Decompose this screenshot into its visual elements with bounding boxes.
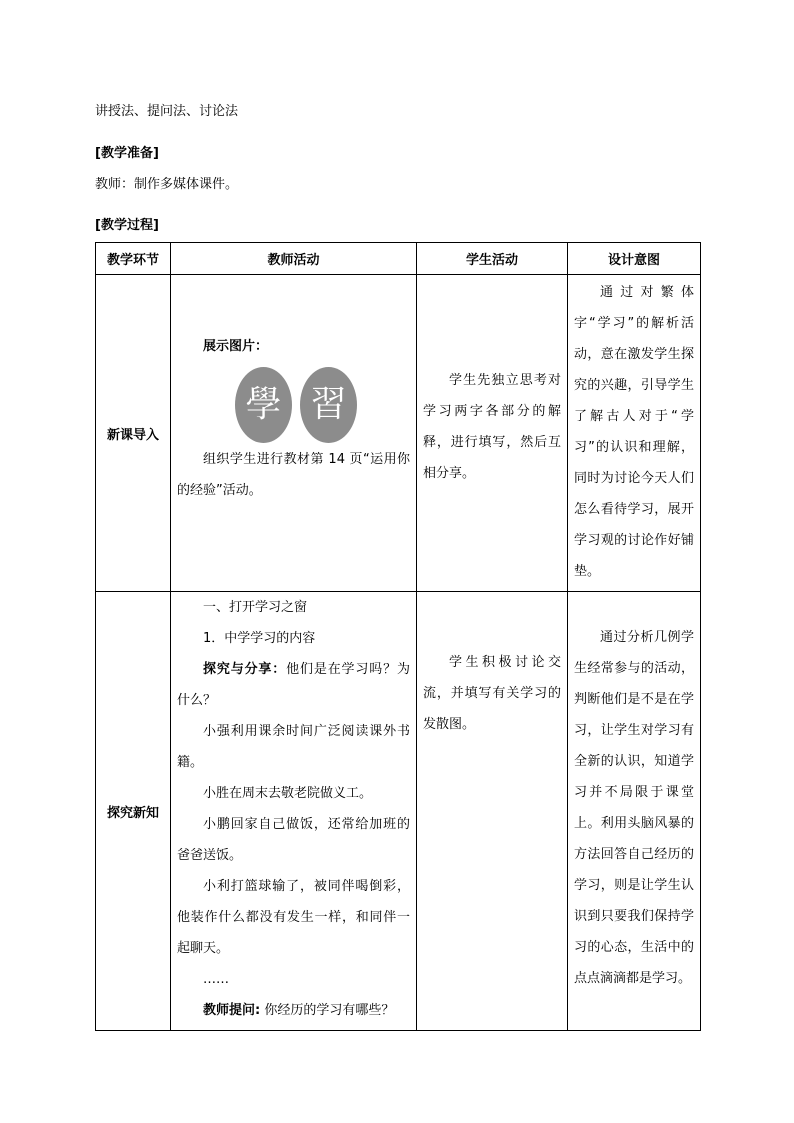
seal-xue: 學 xyxy=(235,367,292,443)
textbook-activity-text: 组织学生进行教材第 14 页“运用你的经验”活动。 xyxy=(177,452,410,498)
table-row xyxy=(96,275,701,592)
xuexi-seal-image xyxy=(177,366,410,444)
explore-share: 探究与分享：他们是在学习吗？为什么？ xyxy=(177,662,410,708)
list-item: 小鹏回家自己做饭，还常给加班的爸爸送饭。 xyxy=(177,817,410,863)
teacher-activity-intro xyxy=(171,275,417,592)
header-teacher-activity: 教师活动 xyxy=(171,243,417,275)
design-intent-explore: 通过分析几例学生经常参与的活动，判断他们是不是在学习，让学生对学习有全新的认识，知道学习并不局限于课堂上。利用头脑风暴的方法回答自己经历的学习，则是让学生认识到只要我们保持学习的心态，生活中的点点滴滴都是学习。 xyxy=(568,592,701,1031)
process-heading: [教学过程] xyxy=(95,218,159,233)
design-intent-intro: 通过对繁体字“学习”的解析活动，意在激发学生探究的兴趣，引导学生了解古人对于“学习”的认识和理解，同时为讨论今天人们怎么看待学习，展开学习观的讨论作好铺垫。 xyxy=(568,275,701,592)
student-activity-explore: 学生积极讨论交流，并填写有关学习的发散图。 xyxy=(417,592,568,1031)
show-picture-label: 展示图片： xyxy=(203,339,269,354)
header-student-activity: 学生活动 xyxy=(417,243,568,275)
teacher-activity-explore xyxy=(171,592,417,1031)
list-item: …… xyxy=(203,972,229,987)
header-stage: 教学环节 xyxy=(96,243,171,275)
student-activity-intro: 学生先独立思考对学习两字各部分的解释，进行填写，然后互相分享。 xyxy=(417,275,568,592)
list-item: 小胜在周末去敬老院做义工。 xyxy=(203,786,373,801)
preparation-text: 教师：制作多媒体课件。 xyxy=(95,177,239,192)
lesson-process-table xyxy=(95,242,701,1031)
list-item: 小强利用课余时间广泛阅读课外书籍。 xyxy=(177,724,410,770)
table-header-row xyxy=(96,243,701,275)
sub-title: 1．中学学习的内容 xyxy=(203,631,316,646)
section-title: 一、打开学习之窗 xyxy=(203,600,308,615)
seal-xi: 習 xyxy=(300,367,357,443)
stage-explore: 探究新知 xyxy=(96,592,171,1031)
header-design-intent: 设计意图 xyxy=(568,243,701,275)
stage-intro: 新课导入 xyxy=(96,275,171,592)
list-item: 小利打篮球输了，被同伴喝倒彩，他装作什么都没有发生一样，和同伴一起聊天。 xyxy=(177,879,410,956)
teaching-methods: 讲授法、提问法、讨论法 xyxy=(95,104,239,119)
preparation-heading: [教学准备] xyxy=(95,146,159,161)
table-row xyxy=(96,592,701,1031)
teacher-question: 教师提问: 你经历的学习有哪些？ xyxy=(203,1003,395,1018)
